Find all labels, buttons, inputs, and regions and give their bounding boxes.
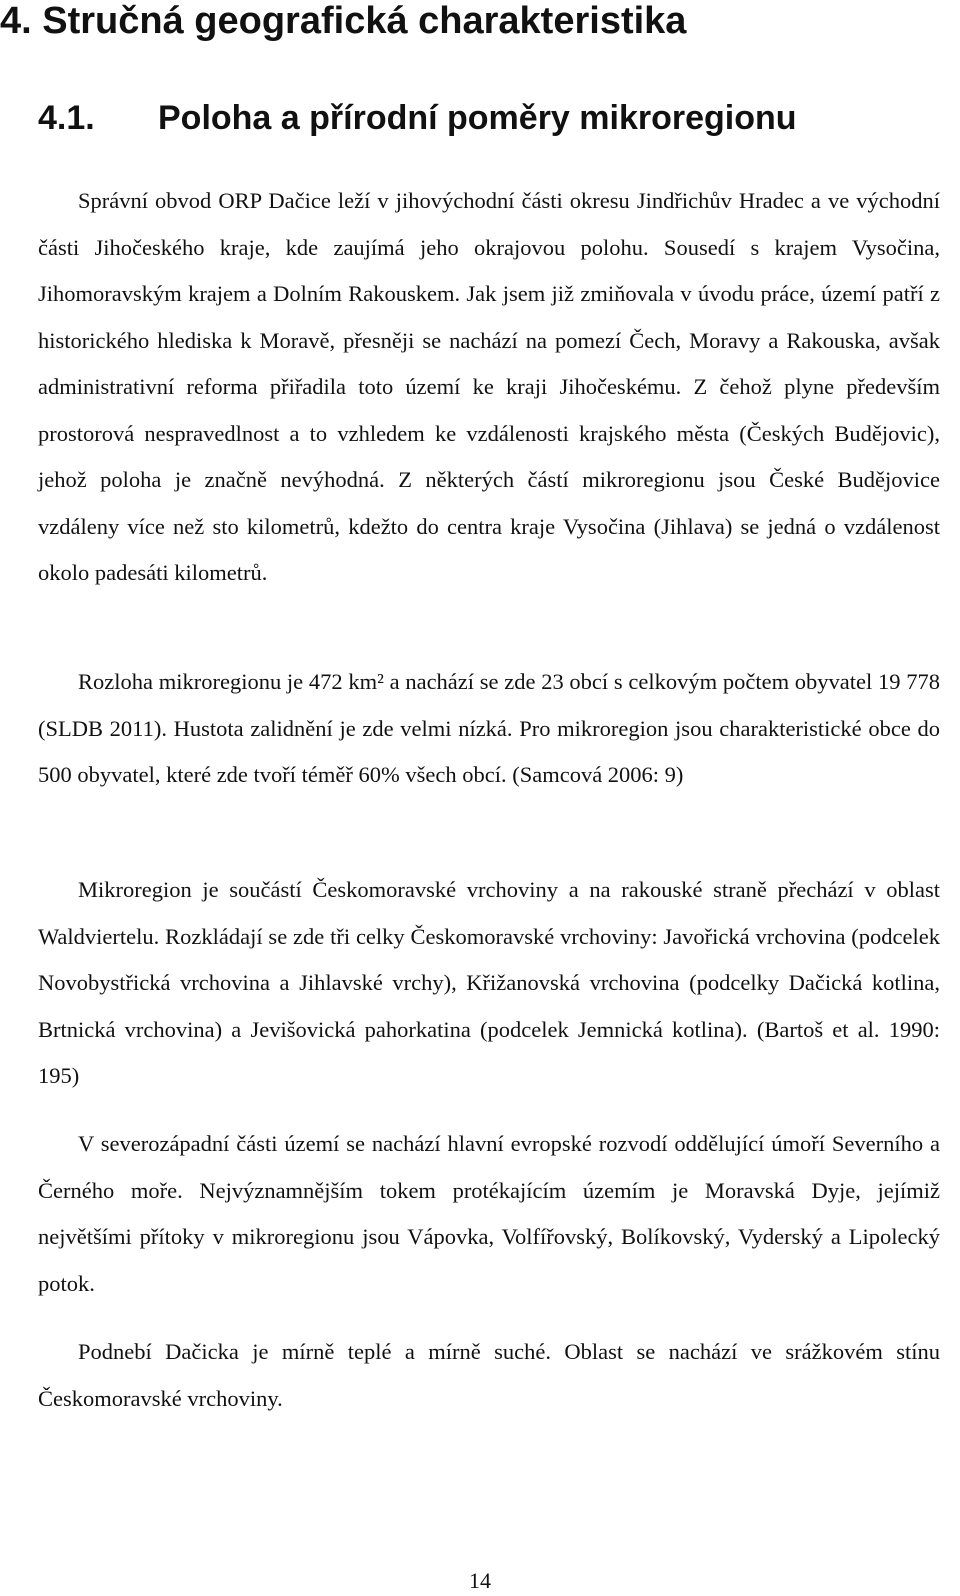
paragraph-location: Správní obvod ORP Dačice leží v jihovýchodní části okresu Jindřichův Hradec a ve východní části Jihočeského kraje, kde zaujímá jeho okrajovou polohu. Sousedí s krajem Vysočina, Jihomoravským krajem a Dolním Rakouskem. Jak jsem již zmiňovala v úvodu práce, území patří z historického hlediska k Moravě, přesněji se nachází na pomezí Čech, Moravy a Rakouska, avšak administrativní reforma přiřadila toto území ke kraji Jihočeskému. Z čehož plyne především prostorová nespravedlnost a to vzhledem ke vzdálenosti krajského města (Českých Budějovic), jehož poloha je značně nevýhodná. Z některých částí mikroregionu jsou České Budějovice vzdáleny více než sto kilometrů, kdežto do centra kraje Vysočina (Jihlava) se jedná o vzdálenost okolo padesáti kilometrů. [38, 188, 940, 585]
paragraph-climate: Podnebí Dačicka je mírně teplé a mírně suché. Oblast se nachází ve srážkovém stínu Českomoravské vrchoviny. [38, 1339, 940, 1411]
page-number: 14 [469, 1568, 491, 1593]
section-heading [38, 98, 797, 138]
paragraph-area-population: Rozloha mikroregionu je 472 km² a nachází se zde 23 obcí s celkovým počtem obyvatel 19 778 (SLDB 2011). Hustota zalidnění je zde velmi nízká. Pro mikroregion jsou charakteristické obce do 500 obyvatel, které zde tvoří téměř 60% všech obcí. (Samcová 2006: 9) [38, 669, 940, 787]
section-number: 4.1. [38, 99, 95, 137]
paragraph-hydrology: V severozápadní části území se nachází hlavní evropské rozvodí oddělující úmoří Severního a Černého moře. Nejvýznamnějším tokem protékajícím územím je Moravská Dyje, jejímiž největšími přítoky v mikroregionu jsou Vápovka, Volfířovský, Bolíkovský, Vyderský a Lipolecký potok. [38, 1131, 940, 1296]
paragraph-relief: Mikroregion je součástí Českomoravské vrchoviny a na rakouské straně přechází v oblast Waldviertelu. Rozkládají se zde tři celky Českomoravské vrchoviny: Javořická vrchovina (podcelek Novobystřická vrchovina a Jihlavské vrchy), Křižanovská vrchovina (podcelky Dačická kotlina, Brtnická vrchovina) a Jevišovická pahorkatina (podcelek Jemnická kotlina). (Bartoš et al. 1990: 195) [38, 877, 940, 1088]
section-title: Poloha a přírodní poměry mikroregionu [158, 99, 797, 137]
chapter-heading: 4. Stručná geografická charakteristika [0, 0, 687, 42]
